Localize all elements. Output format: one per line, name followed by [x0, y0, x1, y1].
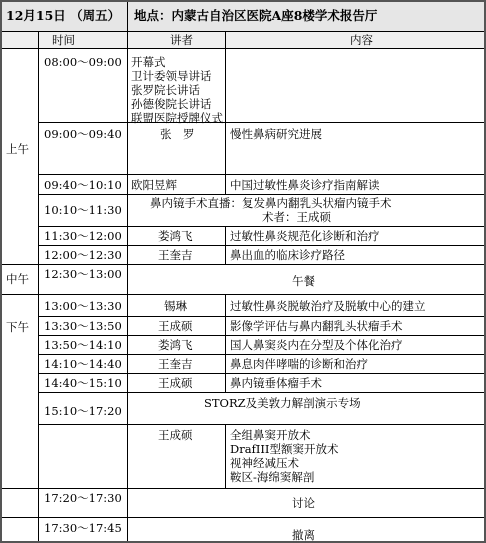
- agenda-line: 开幕式: [131, 55, 166, 69]
- column-divider: [225, 122, 226, 194]
- row-divider: [38, 194, 484, 195]
- time-cell: 15:10～17:20: [44, 404, 122, 418]
- dissection-session-title: STORZ及美敦力解剖演示专场: [204, 396, 361, 410]
- column-header-content: 内容: [350, 33, 373, 47]
- row-divider: [38, 316, 484, 317]
- agenda-line: 卫计委领导讲话: [131, 69, 212, 83]
- row-divider: [2, 488, 484, 489]
- time-cell: 17:20～17:30: [44, 491, 122, 505]
- topic-cell: 国人鼻窦炎内在分型及个体化治疗: [230, 338, 403, 352]
- column-header-speaker: 讲者: [170, 33, 193, 47]
- column-divider: [225, 31, 226, 122]
- row-divider: [38, 354, 484, 355]
- row-divider: [38, 245, 484, 246]
- row-divider: [2, 31, 484, 32]
- agenda-line: 全组鼻窦开放术: [230, 428, 311, 442]
- time-cell: 11:30～12:00: [44, 229, 122, 243]
- speaker-cell: 王成硕: [158, 428, 193, 442]
- live-surgery-surgeon: 术者：王成硕: [262, 210, 331, 224]
- column-header-time: 时间: [52, 33, 75, 47]
- time-cell: 13:50～14:10: [44, 338, 122, 352]
- speaker-cell: 锡琳: [164, 299, 187, 313]
- speaker-cell: 欧阳昱辉: [131, 178, 177, 192]
- lunch-label: 午餐: [292, 274, 315, 288]
- time-cell: 13:00～13:30: [44, 299, 122, 313]
- speaker-cell: 王成硕: [158, 319, 193, 333]
- column-divider: [127, 2, 128, 541]
- topic-cell: 鼻出血的临床诊疗路径: [230, 248, 345, 262]
- speaker-cell: 娄鸿飞: [158, 229, 193, 243]
- agenda-line: 孙德俊院长讲话: [131, 97, 212, 111]
- row-divider: [38, 373, 484, 374]
- period-afternoon: 下午: [6, 320, 29, 334]
- row-divider: [38, 424, 484, 425]
- agenda-line: 鞍区-海绵窦解剖: [230, 470, 315, 484]
- topic-cell: 鼻息肉伴哮喘的诊断和治疗: [230, 357, 368, 371]
- agenda-line: 联盟医院授牌仪式: [131, 111, 223, 125]
- column-divider: [38, 31, 39, 541]
- topic-cell: 中国过敏性鼻炎诊疗指南解读: [230, 178, 380, 192]
- row-divider: [2, 48, 484, 49]
- time-cell: 09:00～09:40: [44, 127, 122, 141]
- agenda-line: 视神经减压术: [230, 456, 299, 470]
- row-divider: [38, 392, 484, 393]
- column-divider: [225, 226, 226, 264]
- period-noon: 中午: [6, 272, 29, 286]
- time-cell: 09:40～10:10: [44, 178, 122, 192]
- topic-cell: 影像学评估与鼻内翻乳头状瘤手术: [230, 319, 403, 333]
- dissection-items: [230, 428, 338, 484]
- time-cell: 13:30～13:50: [44, 319, 122, 333]
- row-divider: [38, 226, 484, 227]
- period-morning: 上午: [6, 142, 29, 156]
- row-divider: [38, 122, 484, 123]
- topic-cell: 鼻内镜垂体瘤手术: [230, 376, 322, 390]
- live-surgery-title: 鼻内镜手术直播：复发鼻内翻乳头状瘤内镜手术: [150, 196, 392, 210]
- time-cell: 14:10～14:40: [44, 357, 122, 371]
- speaker-cell: 王成硕: [158, 376, 193, 390]
- time-cell: 12:00～12:30: [44, 248, 122, 262]
- time-cell: 08:00～09:00: [44, 55, 122, 69]
- venue-label: 地点：内蒙古自治区医院A座8楼学术报告厅: [134, 8, 378, 23]
- speaker-cell: 张 罗: [160, 127, 195, 141]
- speaker-cell: 王奎吉: [158, 357, 193, 371]
- row-divider: [2, 517, 484, 518]
- topic-cell: 过敏性鼻炎规范化诊断和治疗: [230, 229, 380, 243]
- row-divider: [2, 264, 484, 265]
- agenda-line: 张罗院长讲话: [131, 83, 200, 97]
- speaker-cell: 王奎吉: [158, 248, 193, 262]
- opening-items: [131, 55, 223, 125]
- speaker-cell: 娄鸿飞: [158, 338, 193, 352]
- column-divider: [225, 294, 226, 392]
- discussion-label: 讨论: [292, 496, 315, 510]
- date-label: 12月15日 （周五）: [6, 8, 121, 23]
- column-divider: [225, 424, 226, 488]
- row-divider: [38, 335, 484, 336]
- topic-cell: 慢性鼻病研究进展: [230, 127, 322, 141]
- topic-cell: 过敏性鼻炎脱敏治疗及脱敏中心的建立: [230, 299, 426, 313]
- time-cell: 17:30～17:45: [44, 521, 122, 535]
- row-divider: [38, 174, 484, 175]
- time-cell: 10:10～11:30: [44, 203, 122, 217]
- time-cell: 14:40～15:10: [44, 376, 122, 390]
- agenda-line: DrafIII型额窦开放术: [230, 442, 339, 456]
- time-cell: 12:30～13:00: [44, 267, 122, 281]
- leave-label: 撤离: [292, 528, 315, 542]
- row-divider: [2, 294, 484, 295]
